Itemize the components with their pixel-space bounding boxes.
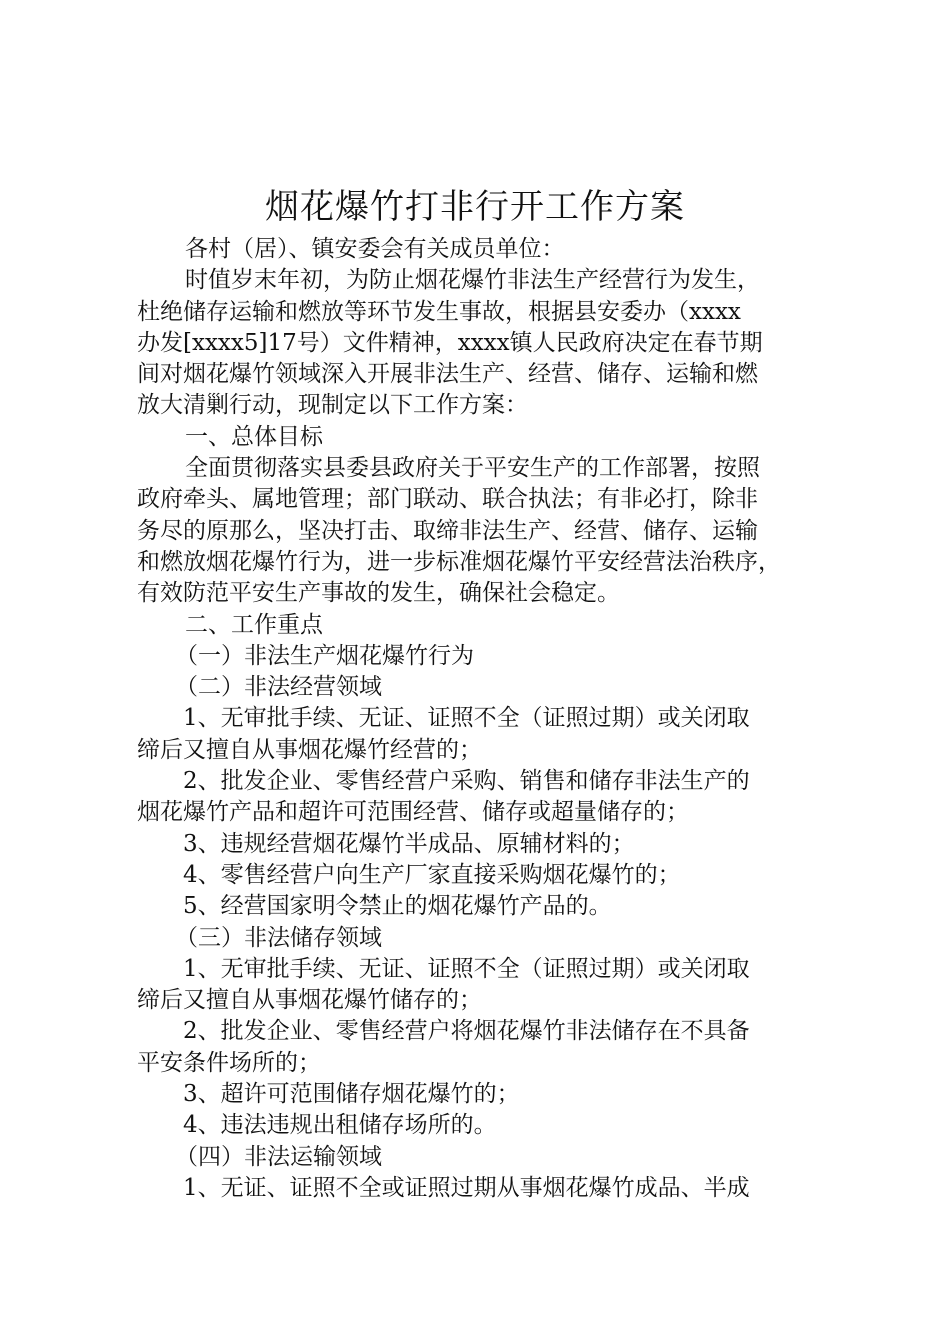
list-item-continuation: 缔后又擅自从事烟花爆竹储存的； xyxy=(137,987,482,1014)
paragraph-line: 和燃放烟花爆竹行为，进一步标准烟花爆竹平安经营法治秩序， xyxy=(137,548,781,575)
section-heading: 一、总体目标 xyxy=(185,423,323,450)
salutation: 各村（居）、镇安委会有关成员单位： xyxy=(185,236,565,262)
subsection-heading: （四）非法运输领域 xyxy=(175,1143,382,1170)
list-item: 5、经营国家明令禁止的烟花爆竹产品的。 xyxy=(183,893,612,920)
paragraph-line: 全面贯彻落实县委县政府关于平安生产的工作部署，按照 xyxy=(185,455,760,482)
list-item-continuation: 平安条件场所的； xyxy=(137,1049,321,1076)
list-item: 1、无审批手续、无证、证照不全（证照过期）或关闭取 xyxy=(183,955,750,982)
paragraph-line: 时值岁末年初，为防止烟花爆竹非法生产经营行为发生， xyxy=(185,267,760,294)
list-item: 4、零售经营户向生产厂家直接采购烟花爆竹的； xyxy=(183,861,681,888)
list-item: 1、无审批手续、无证、证照不全（证照过期）或关闭取 xyxy=(183,705,750,732)
paragraph-line: 办发[xxxx5]17号）文件精神，xxxx镇人民政府决定在春节期 xyxy=(137,329,763,356)
list-item: 4、违法违规出租储存场所的。 xyxy=(183,1112,497,1139)
paragraph-line: 务尽的原那么，坚决打击、取缔非法生产、经营、储存、运输 xyxy=(137,517,758,544)
paragraph-line: 政府牵头、属地管理；部门联动、联合执法；有非必打，除非 xyxy=(137,486,758,513)
section-heading: 二、工作重点 xyxy=(185,611,323,638)
list-item: 2、批发企业、零售经营户将烟花爆竹非法储存在不具备 xyxy=(183,1018,750,1045)
paragraph-line: 间对烟花爆竹领域深入开展非法生产、经营、储存、运输和燃 xyxy=(137,361,758,388)
subsection-heading: （二）非法经营领域 xyxy=(175,674,382,701)
document-title: 烟花爆竹打非行开工作方案 xyxy=(265,187,685,227)
list-item: 3、超许可范围储存烟花爆竹的； xyxy=(183,1081,520,1108)
subsection-heading: （三）非法储存领域 xyxy=(175,924,382,951)
list-item: 1、无证、证照不全或证照过期从事烟花爆竹成品、半成 xyxy=(183,1174,750,1201)
paragraph-line: 杜绝储存运输和燃放等环节发生事故，根据县安委办（xxxx xyxy=(137,298,741,325)
list-item: 3、违规经营烟花爆竹半成品、原辅材料的； xyxy=(183,830,635,857)
list-item-continuation: 烟花爆竹产品和超许可范围经营、储存或超量储存的； xyxy=(137,799,689,826)
paragraph-line: 有效防范平安生产事故的发生，确保社会稳定。 xyxy=(137,580,620,607)
document-body xyxy=(137,234,827,1204)
list-item: 2、批发企业、零售经营户采购、销售和储存非法生产的 xyxy=(183,768,750,795)
paragraph-line: 放大清剿行动，现制定以下工作方案： xyxy=(137,392,528,419)
subsection-heading: （一）非法生产烟花爆竹行为 xyxy=(175,642,474,669)
list-item-continuation: 缔后又擅自从事烟花爆竹经营的； xyxy=(137,736,482,763)
